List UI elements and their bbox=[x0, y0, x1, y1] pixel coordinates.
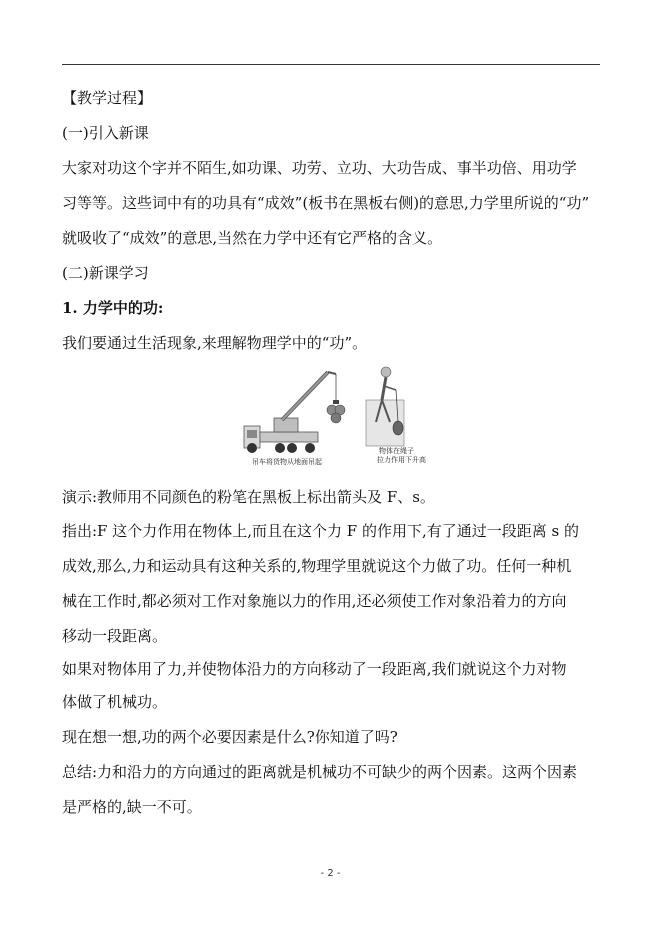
paragraph-line: 移动一段距离。 bbox=[62, 627, 168, 645]
paragraph-line: 就吸收了“成效”的意思,当然在力学中还有它严格的含义。 bbox=[62, 229, 443, 247]
page-number: - 2 - bbox=[320, 868, 341, 879]
illustration bbox=[236, 360, 426, 470]
crane-truck-image bbox=[244, 372, 345, 453]
paragraph-line: 成效,那么,力和运动具有这种关系的,物理学里就说这个力做了功。任何一种机 bbox=[62, 557, 572, 575]
paragraph-line: 大家对功这个字并不陌生,如功课、功劳、立功、大功告成、事半功倍、用功学 bbox=[62, 159, 577, 177]
subheading: 1. 力学中的功: bbox=[62, 299, 164, 317]
paragraph-line: 总结:力和沿力的方向通过的距离就是机械功不可缺少的两个因素。这两个因素 bbox=[62, 763, 578, 781]
section-title-new: (二)新课学习 bbox=[62, 264, 149, 282]
paragraph-line: 习等等。这些词中有的功具有“成效”(板书在黑板右侧)的意思,力学里所说的“功” bbox=[62, 194, 590, 212]
paragraph-line: 如果对物体用了力,并使物体沿力的方向移动了一段距离,我们就说这个力对物 bbox=[62, 660, 567, 678]
crane-caption: 吊车将货物从地面吊起 bbox=[252, 458, 322, 466]
paragraph-line: 械在工作时,都必须对工作对象施以力的作用,还必须使工作对象沿着力的方向 bbox=[62, 592, 567, 610]
rope-caption-line2: 拉力作用下升高 bbox=[377, 456, 426, 464]
paragraph-line: 我们要通过生活现象,来理解物理学中的“功”。 bbox=[62, 334, 368, 352]
paragraph-line: 体做了机械功。 bbox=[62, 693, 168, 711]
demo-line: 演示:教师用不同颜色的粉笔在黑板上标出箭头及 F、s。 bbox=[62, 488, 435, 506]
section-heading: 【教学过程】 bbox=[62, 89, 153, 107]
section-title-intro: (一)引入新课 bbox=[62, 124, 149, 142]
header-rule bbox=[62, 64, 600, 65]
rope-lifting-image bbox=[366, 367, 404, 446]
paragraph-line: 指出:F 这个力作用在物体上,而且在这个力 F 的作用下,有了通过一段距离 s 的 bbox=[62, 522, 579, 540]
paragraph-line: 是严格的,缺一不可。 bbox=[62, 798, 202, 816]
rope-caption-line1: 物体在绳子 bbox=[379, 447, 414, 455]
question-line: 现在想一想,功的两个必要因素是什么?你知道了吗? bbox=[62, 728, 398, 746]
